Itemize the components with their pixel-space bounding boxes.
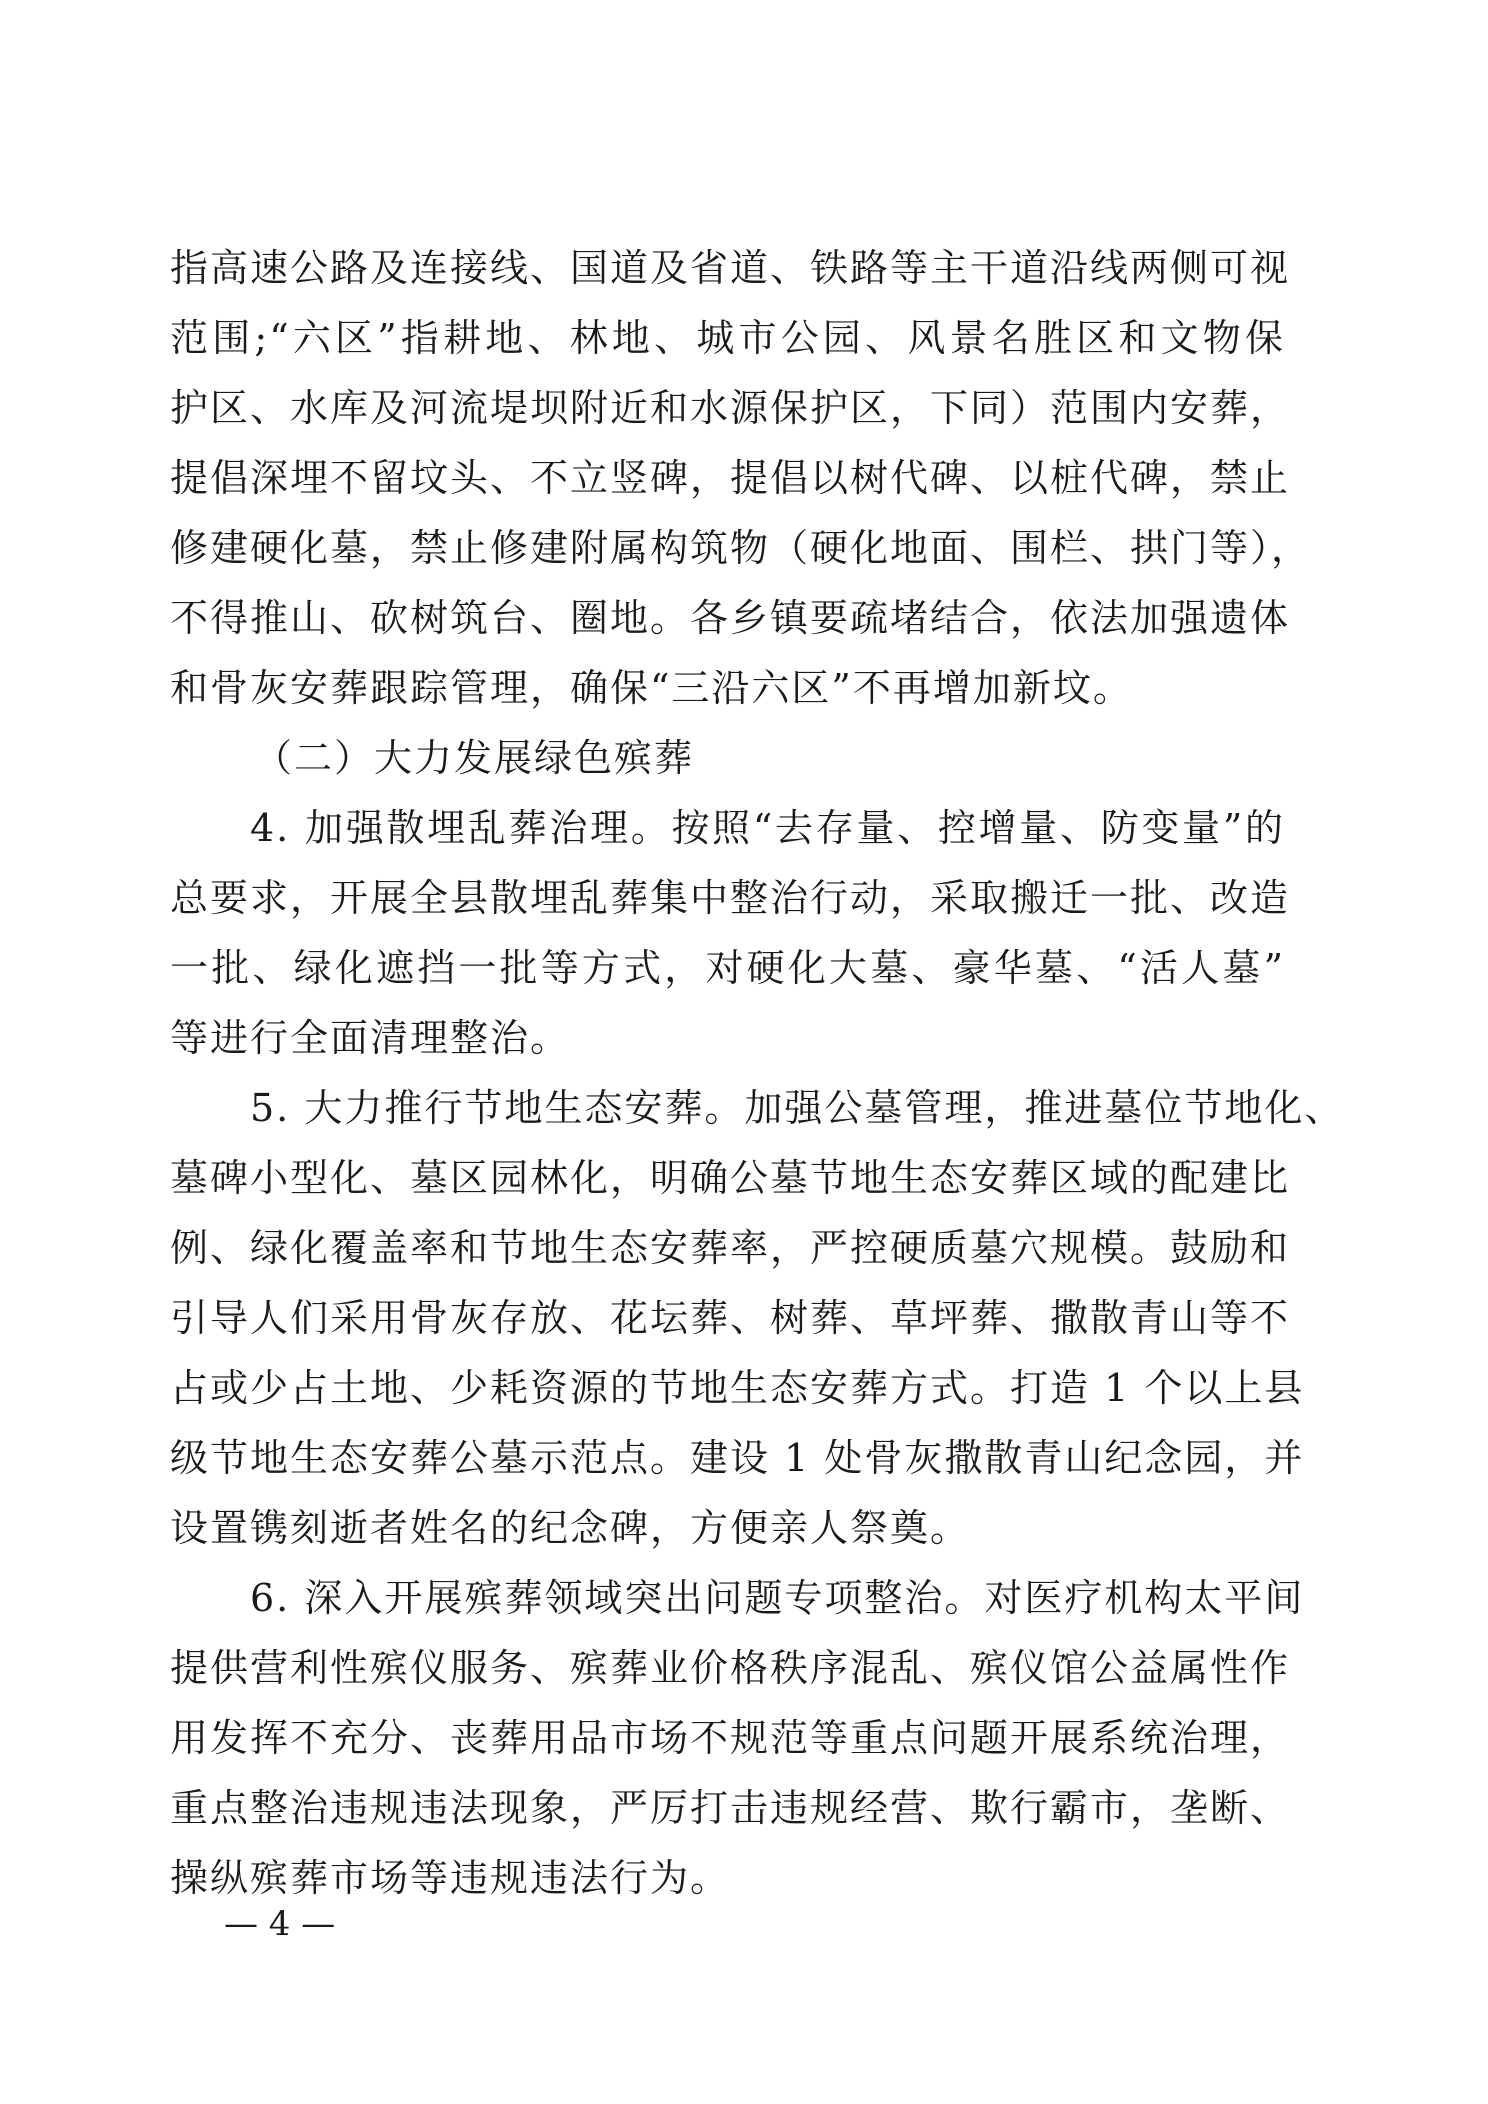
body-line: 修建硬化墓，禁止修建附属构筑物（硬化地面、围栏、拱门等）， bbox=[170, 526, 1312, 570]
body-line: 级节地生态安葬公墓示范点。建设 1 处骨灰撒散青山纪念园，并 bbox=[170, 1436, 1305, 1480]
body-line: 指高速公路及连接线、国道及省道、铁路等主干道沿线两侧可视 bbox=[170, 246, 1291, 290]
body-line: 重点整治违规违法现象，严厉打击违规经营、欺行霸市，垄断、 bbox=[170, 1786, 1291, 1830]
body-line: 提供营利性殡仪服务、殡葬业价格秩序混乱、殡仪馆公益属性作 bbox=[170, 1646, 1291, 1690]
body-line: 和骨灰安葬跟踪管理，确保“三沿六区”不再增加新坟。 bbox=[170, 666, 1133, 710]
paragraph-first-line: 4. 加强散埋乱葬治理。按照“去存量、控增量、防变量”的 bbox=[250, 806, 1285, 850]
body-line: 占或少占土地、少耗资源的节地生态安葬方式。打造 1 个以上县 bbox=[170, 1366, 1305, 1410]
body-line: 不得推山、砍树筑台、圈地。各乡镇要疏堵结合，依法加强遗体 bbox=[170, 596, 1291, 640]
body-line: 引导人们采用骨灰存放、花坛葬、树葬、草坪葬、撒散青山等不 bbox=[170, 1296, 1291, 1340]
page-number: — 4 — bbox=[224, 1904, 336, 1944]
body-line: 范围;“六区”指耕地、林地、城市公园、风景名胜区和文物保 bbox=[170, 316, 1285, 360]
body-line: 一批、绿化遮挡一批等方式，对硬化大墓、豪华墓、“活人墓” bbox=[170, 946, 1285, 990]
body-line: 总要求，开展全县散埋乱葬集中整治行动，采取搬迁一批、改造 bbox=[170, 876, 1291, 920]
body-line: 墓碑小型化、墓区园林化，明确公墓节地生态安葬区域的配建比 bbox=[170, 1156, 1291, 1200]
section-heading: （二）大力发展绿色殡葬 bbox=[254, 736, 695, 780]
body-line: 护区、水库及河流堤坝附近和水源保护区，下同）范围内安葬， bbox=[170, 386, 1291, 430]
body-line: 设置镌刻逝者姓名的纪念碑，方便亲人祭奠。 bbox=[170, 1506, 971, 1550]
body-line: 操纵殡葬市场等违规违法行为。 bbox=[170, 1856, 731, 1900]
body-line: 例、绿化覆盖率和节地生态安葬率，严控硬质墓穴规模。鼓励和 bbox=[170, 1226, 1291, 1270]
body-line: 提倡深埋不留坟头、不立竖碑，提倡以树代碑、以桩代碑，禁止 bbox=[170, 456, 1291, 500]
paragraph-first-line: 5. 大力推行节地生态安葬。加强公墓管理，推进墓位节地化、 bbox=[250, 1086, 1345, 1130]
body-line: 等进行全面清理整治。 bbox=[170, 1016, 571, 1060]
body-line: 用发挥不充分、丧葬用品市场不规范等重点问题开展系统治理， bbox=[170, 1716, 1291, 1760]
paragraph-first-line: 6. 深入开展殡葬领域突出问题专项整治。对医疗机构太平间 bbox=[250, 1576, 1305, 1620]
